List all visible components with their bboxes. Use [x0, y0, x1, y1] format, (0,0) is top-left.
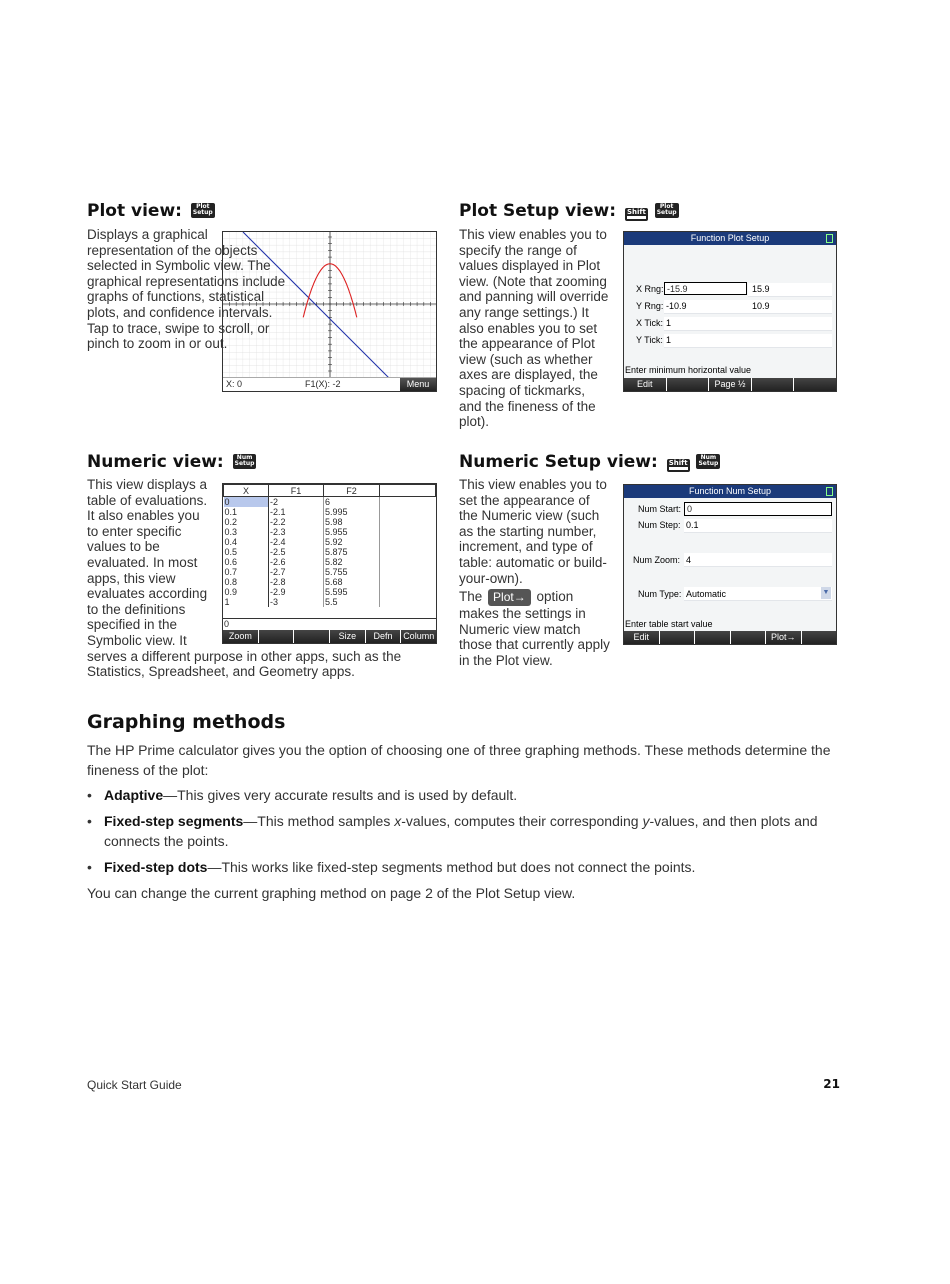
table-cell[interactable]: -2.5 [269, 547, 324, 557]
method-text: —This works like fixed-step segments method but does not connect the points. [207, 859, 696, 875]
numeric-setup-heading-text: Numeric Setup view: [459, 452, 658, 472]
plot-setup-help: Enter minimum horizontal value [625, 365, 752, 375]
num-key-bottom: Setup [234, 460, 255, 467]
table-cell[interactable]: -2.4 [269, 537, 324, 547]
table-cell[interactable]: -2.7 [269, 567, 324, 577]
plot-view-heading-text: Plot view: [87, 201, 182, 221]
table-cell[interactable]: 0.6 [224, 557, 269, 567]
softkey-blank[interactable] [695, 631, 731, 644]
table-cell[interactable]: 5.82 [324, 557, 380, 567]
plot-setup-title: Function Plot Setup [624, 232, 836, 245]
num-setup-key-top: Num [700, 454, 717, 461]
method-text: -values, computes their corresponding [401, 813, 643, 829]
ytick-label: Y Tick: [636, 335, 663, 345]
method-term: Adaptive [104, 787, 164, 803]
table-cell[interactable]: 0.2 [224, 517, 269, 527]
battery-icon [826, 487, 833, 496]
graphing-methods-intro: The HP Prime calculator gives you the option of choosing one of three graphing methods. These methods determine the fineness of the plot: [87, 742, 831, 778]
plot-key-bottom: Setup [192, 209, 213, 216]
table-cell[interactable]: -2.9 [269, 587, 324, 597]
plot-setup-key-top: Plot [659, 203, 674, 210]
table-cell[interactable]: 5.68 [324, 577, 380, 587]
softkey-blank[interactable] [752, 378, 795, 391]
xrng-max-field[interactable]: 15.9 [752, 284, 770, 294]
table-cell[interactable]: 5.955 [324, 527, 380, 537]
list-item: • Adaptive—This gives very accurate results and is used by default. [87, 787, 518, 803]
plot-setup-description [459, 227, 611, 430]
table-cell[interactable]: 5.98 [324, 517, 380, 527]
num-type-label: Num Type: [638, 589, 682, 599]
method-text: —This gives very accurate results and is used by default. [163, 787, 518, 803]
table-cell[interactable]: 0.5 [224, 547, 269, 557]
plot-setup-screen [623, 231, 837, 392]
num-setup-menubar [624, 631, 836, 644]
softkey-plot-arrow[interactable]: Plot→ [766, 631, 802, 644]
graphing-methods-list [87, 785, 847, 877]
yrng-max-field[interactable]: 10.9 [752, 301, 770, 311]
softkey-blank[interactable] [660, 631, 696, 644]
num-zoom-field[interactable]: 4 [686, 555, 692, 565]
table-cell[interactable]: 5.755 [324, 567, 380, 577]
numeric-setup-text-1: This view enables you to set the appearance of the Numeric view (such as the starting number, increment, and type of table: automatic or build-your-own). [459, 477, 607, 586]
plot-setup-heading-text: Plot Setup view: [459, 201, 617, 221]
shift-key-icon [667, 459, 690, 472]
num-setup-help: Enter table start value [625, 619, 713, 629]
numeric-setup-text-2-pre: The [459, 589, 483, 605]
table-cell[interactable]: 1 [224, 597, 269, 607]
num-key-icon [233, 454, 257, 469]
plot-setup-menubar [624, 378, 836, 391]
softkey-edit[interactable]: Edit [624, 378, 667, 391]
xrng-min-field[interactable]: -15.9 [664, 282, 747, 295]
table-cell[interactable]: 0.9 [224, 587, 269, 597]
table-cell[interactable]: 6 [324, 497, 380, 508]
table-cell[interactable]: 0.1 [224, 507, 269, 517]
shift-key-label: Shift [626, 208, 646, 216]
method-term: Fixed-step dots [104, 859, 208, 875]
battery-icon [826, 234, 833, 243]
xrng-label: X Rng: [636, 284, 664, 294]
plot-setup-key-bottom: Setup [656, 209, 677, 216]
column-header-f2[interactable]: F2 [324, 485, 380, 497]
footer-title: Quick Start Guide [87, 1078, 182, 1092]
softkey-defn[interactable]: Defn [366, 630, 402, 643]
table-cell[interactable]: -2.1 [269, 507, 324, 517]
plot-setup-heading [459, 201, 679, 221]
plot-key-top: Plot [196, 203, 210, 210]
shift-key-label: Shift [668, 459, 688, 467]
plot-arrow-button-icon: Plot→ [488, 589, 531, 606]
table-cell[interactable]: -2.8 [269, 577, 324, 587]
table-cell[interactable]: 5.875 [324, 547, 380, 557]
plot-status-x: X: 0 [226, 379, 243, 389]
softkey-zoom[interactable]: Zoom [223, 630, 259, 643]
numeric-view-heading [87, 452, 256, 472]
column-header-x[interactable]: X [224, 485, 269, 497]
num-type-select[interactable]: Automatic [686, 589, 727, 599]
table-cell[interactable]: 5.995 [324, 507, 380, 517]
softkey-blank[interactable] [667, 378, 710, 391]
table-cell[interactable]: 0 [224, 497, 269, 508]
method-text: —This method samples [243, 813, 395, 829]
num-key-top: Num [236, 454, 253, 461]
graphing-methods-body [87, 740, 847, 903]
method-var-y: y [642, 813, 650, 829]
plot-view-heading [87, 201, 215, 221]
softkey-edit[interactable]: Edit [624, 631, 660, 644]
plot-status-f: F1(X): -2 [305, 379, 341, 389]
xtick-field[interactable]: 1 [666, 318, 672, 328]
plot-view-text: Displays a graphical representation of the objects selected in Symbolic view. The graphical representations include graphs of functions, statistical plots, and confidence intervals. Tap to trace, swipe to scroll, or pinch to zoom in or out. [87, 227, 286, 352]
table-cell[interactable]: -2 [269, 497, 324, 508]
graphing-methods-heading: Graphing methods [87, 711, 286, 733]
numeric-setup-description [459, 477, 611, 669]
method-term: Fixed-step segments [104, 813, 244, 829]
method-text: -values, and then plots and connects the points. [104, 813, 818, 849]
num-setup-key-bottom: Setup [698, 460, 719, 467]
num-setup-key-icon [696, 454, 720, 469]
yrng-label: Y Rng: [636, 301, 664, 311]
table-cell[interactable]: 5.92 [324, 537, 380, 547]
shift-key-icon [625, 208, 648, 221]
numeric-setup-screen [623, 484, 837, 645]
method-var-x: x [394, 813, 402, 829]
num-start-label: Num Start: [638, 504, 682, 514]
yrng-min-field[interactable]: -10.9 [666, 301, 687, 311]
numeric-view-text: This view displays a table of evaluations. It also enables you to enter specific values to be evaluated. In most apps, this view evaluates according to the definitions specified in the Symbolic view. It serves a different purpose in other apps, such as the Statistics, Spreadsheet, and Geometry apps. [87, 477, 402, 680]
softkey-blank[interactable] [731, 631, 767, 644]
numeric-entry-line[interactable]: 0 [223, 618, 436, 630]
softkey-size[interactable]: Size [330, 630, 366, 643]
num-zoom-label: Num Zoom: [633, 555, 681, 565]
table-cell[interactable]: -2.6 [269, 557, 324, 567]
plot-view-description [87, 227, 422, 392]
table-cell[interactable]: 5.5 [324, 597, 380, 607]
list-item: • Fixed-step dots—This works like fixed-step segments method but does not connect the points. [87, 859, 696, 875]
numeric-view-heading-text: Numeric view: [87, 452, 224, 472]
list-item: • Fixed-step segments—This method samples x-values, computes their corresponding y-values, and then plots and connects the points. [87, 813, 818, 849]
table-cell[interactable]: -3 [269, 597, 324, 607]
plot-setup-key-icon [655, 203, 679, 218]
ytick-field[interactable]: 1 [666, 335, 672, 345]
plot-setup-text: This view enables you to specify the range of values displayed in Plot view. (Note that zooming and panning will override any range settings.) It also enables you to set the appearance of Plot view (such as whether axes are displayed, the spacing of tickmarks, and the fineness of the plot). [459, 227, 609, 430]
num-start-field[interactable]: 0 [684, 502, 832, 516]
numeric-setup-heading [459, 452, 720, 472]
plot-menu-button[interactable]: Menu [400, 378, 436, 391]
page-number: 21 [823, 1077, 840, 1091]
numeric-setup-text-2-post: option makes the settings in Numeric view match those that currently apply in the Plot view. [459, 589, 610, 668]
num-setup-title: Function Num Setup [624, 485, 836, 498]
table-cell[interactable]: 0.3 [224, 527, 269, 537]
softkey-blank[interactable] [802, 631, 837, 644]
softkey-column[interactable]: Column [403, 631, 435, 641]
table-cell[interactable]: -2.2 [269, 517, 324, 527]
numeric-view-description [87, 477, 437, 680]
column-header-f1[interactable]: F1 [269, 485, 324, 497]
softkey-blank[interactable] [794, 378, 836, 391]
table-cell[interactable]: 0.8 [224, 577, 269, 587]
chevron-down-icon[interactable]: ▼ [821, 587, 831, 599]
softkey-page[interactable]: Page ½ [709, 378, 752, 391]
num-step-label: Num Step: [638, 520, 681, 530]
table-cell[interactable]: -2.3 [269, 527, 324, 537]
table-cell[interactable]: 0.7 [224, 567, 269, 577]
xtick-label: X Tick: [636, 318, 664, 328]
table-cell[interactable]: 0.4 [224, 537, 269, 547]
table-cell[interactable]: 5.595 [324, 587, 380, 597]
graphing-methods-closing: You can change the current graphing method on page 2 of the Plot Setup view. [87, 885, 576, 901]
num-step-field[interactable]: 0.1 [686, 520, 699, 530]
plot-key-icon [191, 203, 215, 218]
